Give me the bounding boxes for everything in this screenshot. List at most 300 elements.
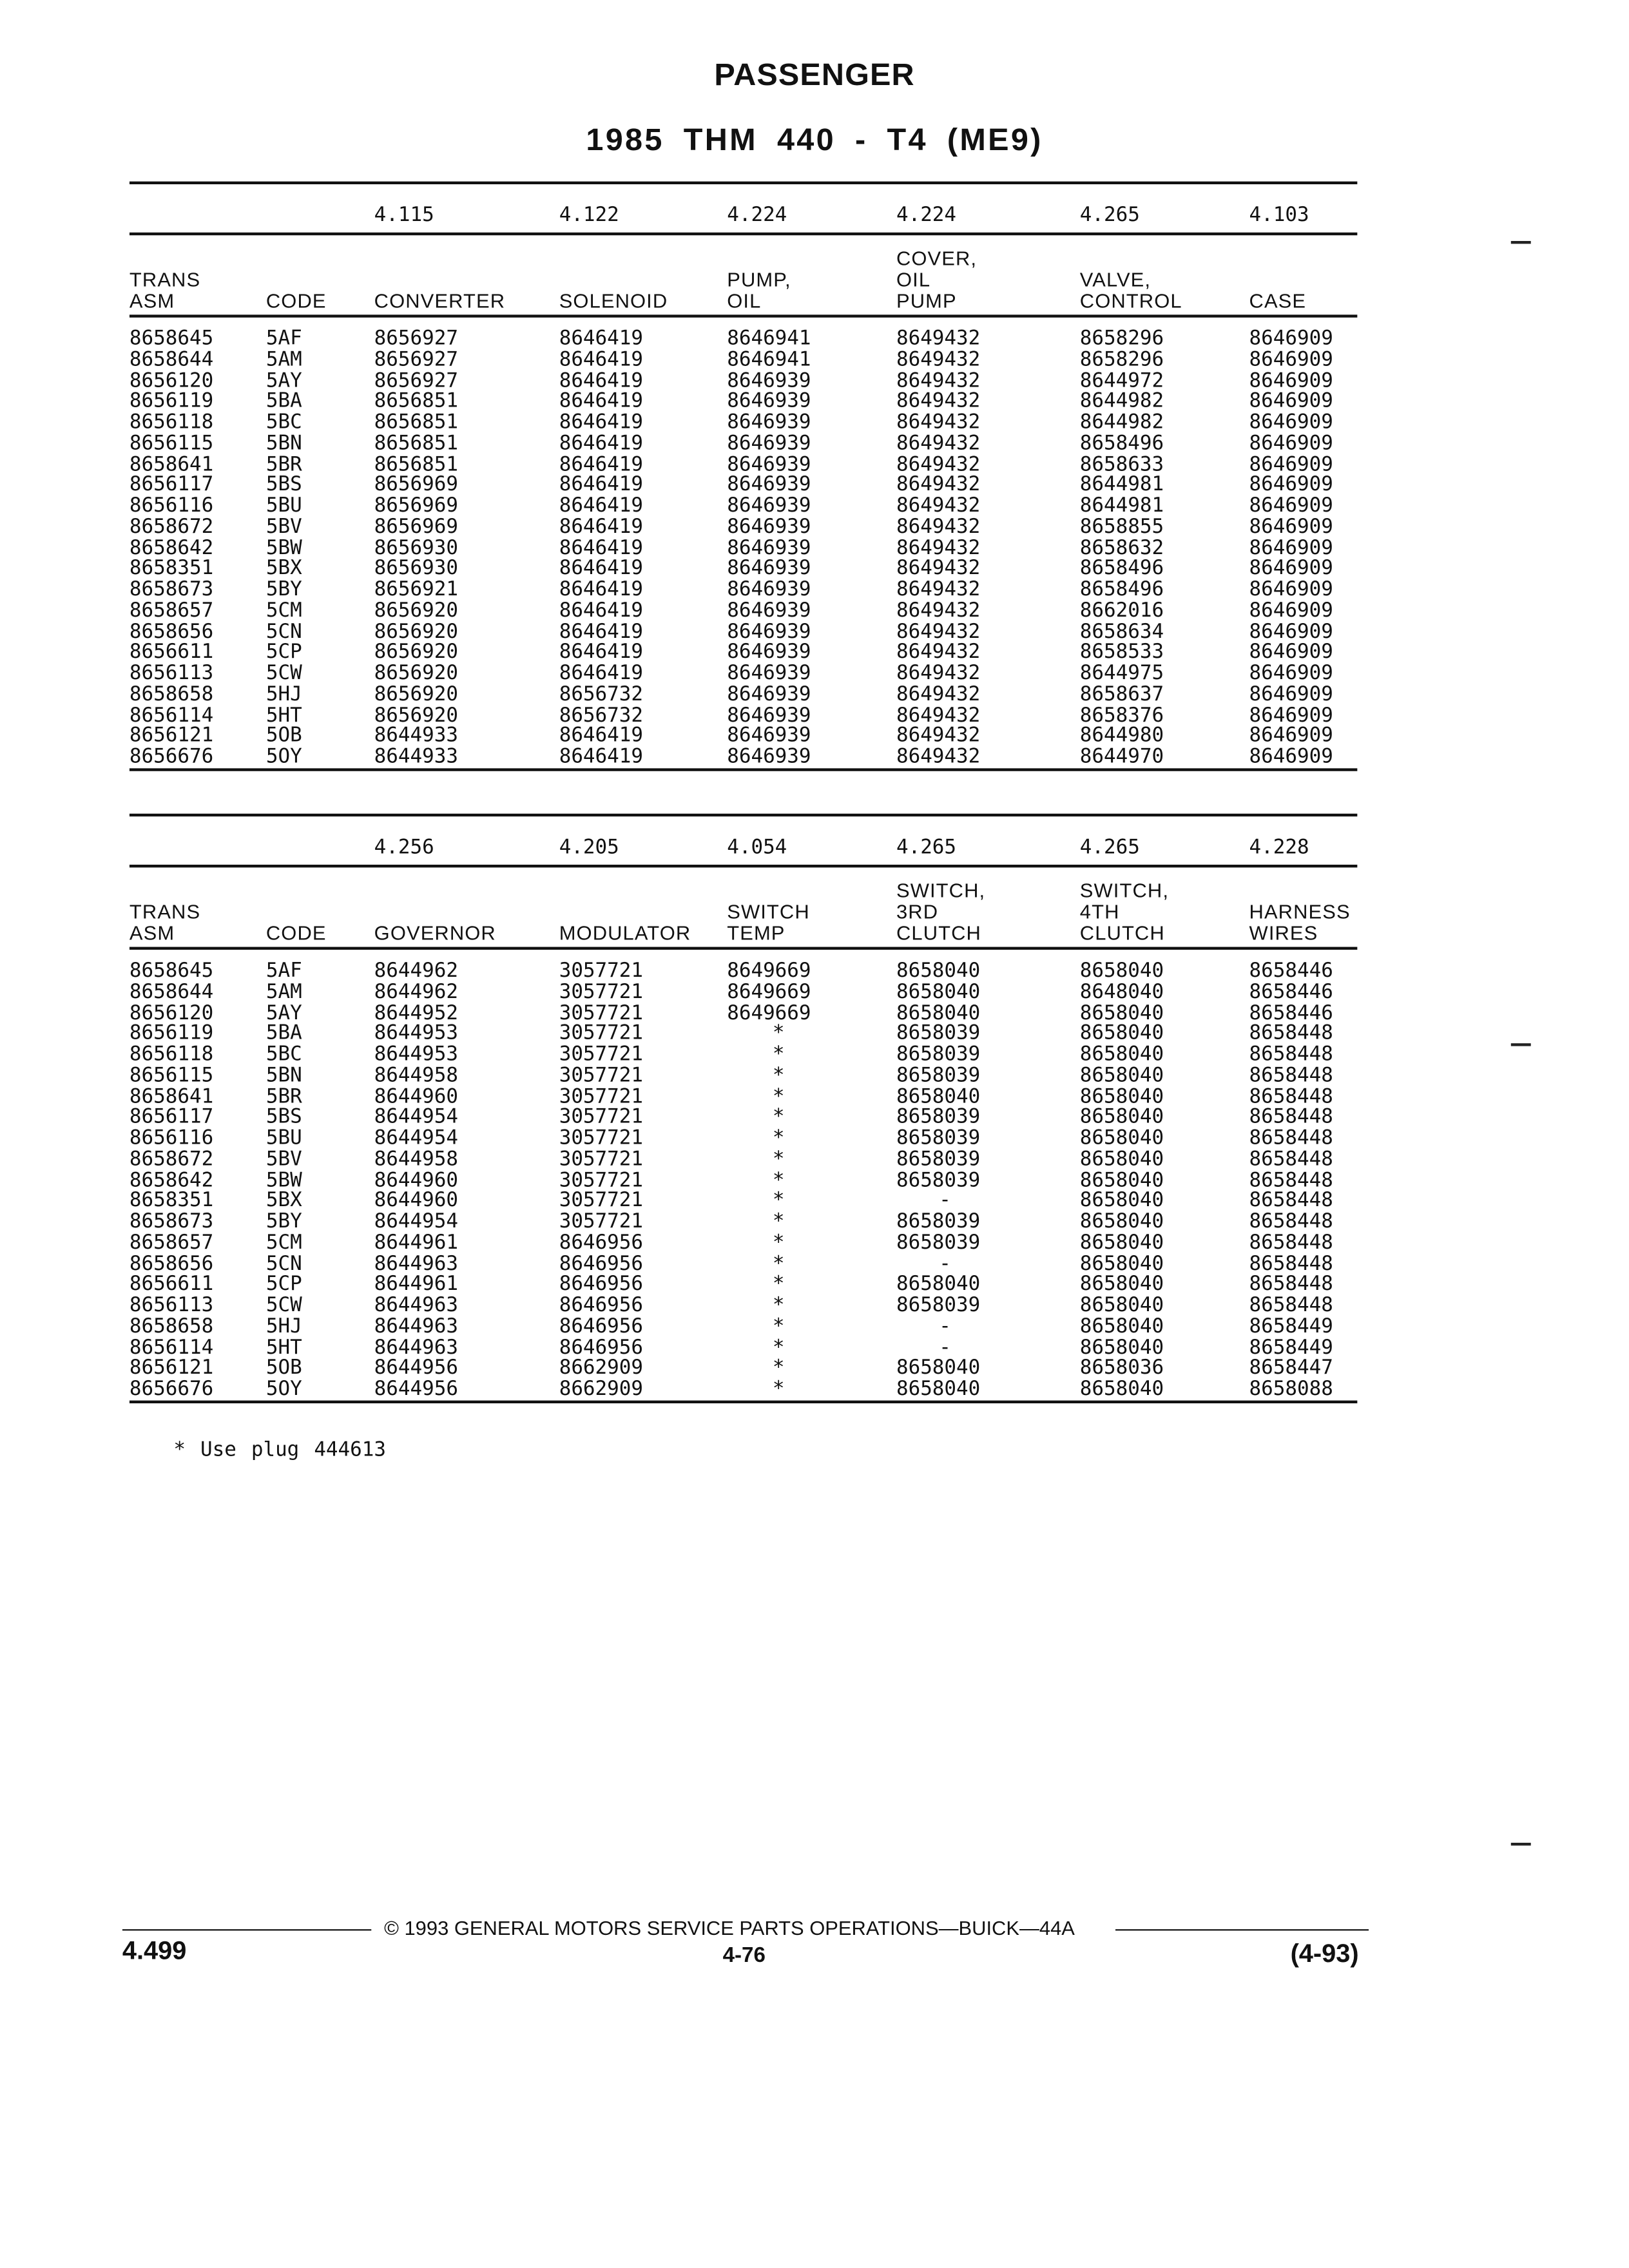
col-4-cell: 8646419	[559, 536, 644, 559]
col-5-cell: *	[772, 1148, 785, 1171]
col-6-cell: 8658039	[896, 1064, 981, 1087]
column-header: VALVE,	[1079, 267, 1152, 291]
col-6-cell: 8658040	[896, 1001, 981, 1024]
col-6-cell: 8649432	[896, 348, 981, 371]
column-header: TRANS	[129, 267, 201, 291]
col-8-cell: 8658448	[1249, 1127, 1333, 1150]
table-row	[130, 1358, 1357, 1379]
code-cell: 5AM	[265, 348, 302, 371]
col-8-cell: 8658448	[1249, 1148, 1333, 1171]
col-7-cell: 8658040	[1079, 1127, 1164, 1150]
col-4-cell: 8646419	[559, 494, 644, 517]
col-3-cell: 8656927	[374, 348, 458, 371]
col-4-cell: 3057721	[559, 1127, 644, 1150]
col-8-cell: 8658448	[1249, 1022, 1333, 1045]
code-cell: 5CP	[265, 640, 302, 664]
col-5-cell: 8646939	[727, 557, 811, 581]
trans-asm-cell: 8656115	[129, 1064, 214, 1087]
col-8-cell: 8646909	[1249, 599, 1333, 622]
col-5-cell: 8646939	[727, 474, 811, 497]
table-section-rule	[130, 865, 1357, 867]
margin-mark	[1511, 241, 1531, 244]
column-header: PUMP,	[727, 267, 791, 291]
table-row	[130, 1379, 1357, 1401]
parts-table-1	[130, 182, 1357, 777]
footer-copyright: © 1993 GENERAL MOTORS SERVICE PARTS OPERATIONS—BUICK—44A	[384, 1916, 1075, 1939]
col-8-cell: 8658448	[1249, 1085, 1333, 1108]
col-7-cell: 8658634	[1079, 620, 1164, 643]
col-6-cell: 8649432	[896, 494, 981, 517]
trans-asm-cell: 8658641	[129, 452, 214, 476]
col-5-cell: 8646939	[727, 745, 811, 769]
code-cell: 5HJ	[265, 682, 302, 706]
col-3-cell: 8644953	[374, 1022, 458, 1045]
trans-asm-cell: 8656115	[129, 432, 214, 455]
trans-asm-cell: 8658672	[129, 515, 214, 539]
col-7-cell: 8658040	[1079, 1022, 1164, 1045]
trans-asm-cell: 8658351	[129, 1189, 214, 1213]
col-3-cell: 8644954	[374, 1210, 458, 1233]
col-4-cell: 8646956	[559, 1231, 644, 1254]
col-6-cell: 8649432	[896, 640, 981, 664]
col-8-cell: 8646909	[1249, 662, 1333, 685]
col-7-cell: 8644970	[1079, 745, 1164, 769]
col-7-cell: 8644981	[1079, 494, 1164, 517]
col-7-cell: 8662016	[1079, 599, 1164, 622]
column-header: OIL	[896, 267, 931, 291]
trans-asm-cell: 8658658	[129, 1315, 214, 1338]
code-cell: 5BC	[265, 411, 302, 434]
section-number: 4.224	[896, 204, 957, 227]
trans-asm-cell: 8658656	[129, 620, 214, 643]
section-number: 4.265	[1079, 204, 1140, 227]
col-4-cell: 8656732	[559, 704, 644, 727]
col-6-cell: 8649432	[896, 515, 981, 539]
col-7-cell: 8658040	[1079, 1106, 1164, 1129]
section-number: 4.224	[727, 204, 787, 227]
col-3-cell: 8656851	[374, 390, 458, 413]
col-3-cell: 8656969	[374, 494, 458, 517]
col-3-cell: 8644963	[374, 1315, 458, 1338]
col-6-cell: 8658039	[896, 1106, 981, 1129]
col-4-cell: 8646419	[559, 620, 644, 643]
col-3-cell: 8644958	[374, 1148, 458, 1171]
col-5-cell: 8646939	[727, 390, 811, 413]
table-bottom-rule	[130, 768, 1357, 771]
col-6-cell: 8649432	[896, 390, 981, 413]
table-row	[130, 1066, 1357, 1087]
column-header: CASE	[1249, 289, 1307, 312]
col-3-cell: 8656920	[374, 599, 458, 622]
col-6-cell: -	[939, 1252, 951, 1275]
col-7-cell: 8658296	[1079, 348, 1164, 371]
col-4-cell: 8662909	[559, 1356, 644, 1380]
col-5-cell: 8646939	[727, 432, 811, 455]
col-7-cell: 8658040	[1079, 1168, 1164, 1192]
col-4-cell: 3057721	[559, 1148, 644, 1171]
code-cell: 5BU	[265, 1127, 302, 1150]
table-row	[130, 392, 1357, 413]
col-5-cell: 8646939	[727, 452, 811, 476]
col-4-cell: 8646419	[559, 390, 644, 413]
section-number: 4.054	[727, 836, 787, 860]
col-5-cell: 8649669	[727, 959, 811, 983]
code-cell: 5BS	[265, 474, 302, 497]
col-5-cell: 8646939	[727, 578, 811, 601]
code-cell: 5BS	[265, 1106, 302, 1129]
column-header: CLUTCH	[1079, 921, 1165, 945]
col-5-cell: 8646939	[727, 411, 811, 434]
col-4-cell: 3057721	[559, 1168, 644, 1192]
col-6-cell: 8658039	[896, 1127, 981, 1150]
col-4-cell: 8646419	[559, 578, 644, 601]
col-4-cell: 8646419	[559, 557, 644, 581]
col-5-cell: 8646939	[727, 704, 811, 727]
col-6-cell: 8649432	[896, 745, 981, 769]
col-7-cell: 8658855	[1079, 515, 1164, 539]
table-row	[130, 517, 1357, 538]
table-header-rule	[130, 314, 1357, 317]
col-4-cell: 8646419	[559, 662, 644, 685]
table-row	[130, 496, 1357, 517]
section-number: 4.265	[896, 836, 957, 860]
code-cell: 5BR	[265, 1085, 302, 1108]
trans-asm-cell: 8658657	[129, 599, 214, 622]
col-4-cell: 3057721	[559, 1064, 644, 1087]
col-8-cell: 8658448	[1249, 1273, 1333, 1296]
column-header: CONTROL	[1079, 289, 1182, 312]
col-4-cell: 8662909	[559, 1378, 644, 1401]
col-5-cell: 8646939	[727, 724, 811, 747]
table-row	[130, 329, 1357, 350]
col-3-cell: 8656927	[374, 369, 458, 392]
trans-asm-cell: 8656119	[129, 390, 214, 413]
col-8-cell: 8646909	[1249, 390, 1333, 413]
col-8-cell: 8658448	[1249, 1064, 1333, 1087]
col-4-cell: 3057721	[559, 1022, 644, 1045]
col-5-cell: 8649669	[727, 980, 811, 1004]
col-5-cell: *	[772, 1064, 785, 1087]
column-header: CODE	[265, 289, 327, 312]
code-cell: 5BN	[265, 432, 302, 455]
col-4-cell: 8646956	[559, 1273, 644, 1296]
col-8-cell: 8658446	[1249, 959, 1333, 983]
col-5-cell: 8646939	[727, 369, 811, 392]
table-row	[130, 664, 1357, 685]
column-header: SWITCH	[727, 900, 810, 923]
col-6-cell: 8649432	[896, 327, 981, 351]
trans-asm-cell: 8658645	[129, 959, 214, 983]
col-6-cell: 8658040	[896, 959, 981, 983]
col-4-cell: 8646419	[559, 745, 644, 769]
col-8-cell: 8646909	[1249, 536, 1333, 559]
table-section-rule	[130, 233, 1357, 235]
col-7-cell: 8658040	[1079, 1043, 1164, 1066]
trans-asm-cell: 8656121	[129, 724, 214, 747]
section-number: 4.228	[1249, 836, 1309, 860]
code-cell: 5AF	[265, 959, 302, 983]
table-row	[130, 476, 1357, 497]
col-6-cell: 8658039	[896, 1148, 981, 1171]
col-8-cell: 8646909	[1249, 724, 1333, 747]
col-4-cell: 8646956	[559, 1294, 644, 1317]
section-number: 4.205	[559, 836, 619, 860]
table-row	[130, 1128, 1357, 1149]
col-8-cell: 8658448	[1249, 1106, 1333, 1129]
column-header: ASM	[129, 289, 175, 312]
trans-asm-cell: 8656113	[129, 1294, 214, 1317]
table-row	[130, 559, 1357, 580]
table-row	[130, 1316, 1357, 1338]
col-6-cell: 8658039	[896, 1210, 981, 1233]
col-3-cell: 8644956	[374, 1378, 458, 1401]
table-row	[130, 1149, 1357, 1171]
col-7-cell: 8644982	[1079, 411, 1164, 434]
col-3-cell: 8644961	[374, 1273, 458, 1296]
trans-asm-cell: 8658657	[129, 1231, 214, 1254]
code-cell: 5AF	[265, 327, 302, 351]
column-header: CONVERTER	[374, 289, 506, 312]
table-row	[130, 747, 1357, 768]
footer-page-number: 4-76	[722, 1943, 766, 1968]
trans-asm-cell: 8656611	[129, 1273, 214, 1296]
trans-asm-cell: 8658656	[129, 1252, 214, 1275]
col-6-cell: 8649432	[896, 662, 981, 685]
col-4-cell: 8646419	[559, 411, 644, 434]
col-8-cell: 8646909	[1249, 557, 1333, 581]
column-header: TEMP	[727, 921, 786, 945]
table-row	[130, 580, 1357, 601]
col-5-cell: *	[772, 1336, 785, 1359]
col-4-cell: 8646956	[559, 1252, 644, 1275]
table-row	[130, 622, 1357, 643]
col-5-cell: *	[772, 1043, 785, 1066]
code-cell: 5BX	[265, 557, 302, 581]
col-3-cell: 8656920	[374, 640, 458, 664]
col-6-cell: 8649432	[896, 432, 981, 455]
col-3-cell: 8656851	[374, 432, 458, 455]
col-7-cell: 8658036	[1079, 1356, 1164, 1380]
col-6-cell: 8649432	[896, 411, 981, 434]
col-6-cell: 8658040	[896, 1085, 981, 1108]
trans-asm-cell: 8656676	[129, 745, 214, 769]
col-3-cell: 8656851	[374, 452, 458, 476]
col-3-cell: 8656920	[374, 620, 458, 643]
trans-asm-cell: 8658673	[129, 1210, 214, 1233]
col-5-cell: 8646939	[727, 662, 811, 685]
trans-asm-cell: 8658644	[129, 980, 214, 1004]
col-3-cell: 8644954	[374, 1106, 458, 1129]
col-3-cell: 8644962	[374, 980, 458, 1004]
col-8-cell: 8658448	[1249, 1252, 1333, 1275]
table-row	[130, 726, 1357, 747]
col-4-cell: 8646419	[559, 432, 644, 455]
column-header: 3RD	[896, 900, 939, 923]
col-5-cell: *	[772, 1356, 785, 1380]
col-5-cell: 8646941	[727, 348, 811, 371]
code-cell: 5AM	[265, 980, 302, 1004]
trans-asm-cell: 8658644	[129, 348, 214, 371]
col-8-cell: 8646909	[1249, 411, 1333, 434]
col-3-cell: 8656920	[374, 704, 458, 727]
col-5-cell: *	[772, 1231, 785, 1254]
col-5-cell: 8646939	[727, 620, 811, 643]
trans-asm-cell: 8656114	[129, 1336, 214, 1359]
table-row	[130, 1233, 1357, 1254]
col-6-cell: 8658039	[896, 1022, 981, 1045]
column-header: OIL	[727, 289, 762, 312]
code-cell: 5CM	[265, 599, 302, 622]
trans-asm-cell: 8656120	[129, 369, 214, 392]
col-3-cell: 8644956	[374, 1356, 458, 1380]
col-6-cell: 8649432	[896, 474, 981, 497]
col-4-cell: 3057721	[559, 1210, 644, 1233]
code-cell: 5CN	[265, 620, 302, 643]
trans-asm-cell: 8658642	[129, 1168, 214, 1192]
trans-asm-cell: 8656121	[129, 1356, 214, 1380]
column-header: MODULATOR	[559, 921, 691, 945]
footer-left-code: 4.499	[122, 1936, 187, 1965]
col-7-cell: 8658040	[1079, 1085, 1164, 1108]
code-cell: 5OB	[265, 1356, 302, 1380]
table-row	[130, 642, 1357, 664]
col-6-cell: 8658039	[896, 1043, 981, 1066]
table-row	[130, 706, 1357, 727]
col-7-cell: 8658040	[1079, 1273, 1164, 1296]
table-row	[130, 412, 1357, 434]
code-cell: 5CM	[265, 1231, 302, 1254]
col-5-cell: *	[772, 1022, 785, 1045]
col-5-cell: 8646939	[727, 494, 811, 517]
col-3-cell: 8656920	[374, 682, 458, 706]
col-4-cell: 8646419	[559, 474, 644, 497]
table-row	[130, 350, 1357, 371]
col-8-cell: 8658446	[1249, 980, 1333, 1004]
col-5-cell: *	[772, 1378, 785, 1401]
col-6-cell: 8649432	[896, 369, 981, 392]
col-8-cell: 8646909	[1249, 327, 1333, 351]
col-8-cell: 8646909	[1249, 620, 1333, 643]
code-cell: 5CW	[265, 662, 302, 685]
table-row	[130, 1086, 1357, 1108]
code-cell: 5BV	[265, 515, 302, 539]
col-4-cell: 8646419	[559, 348, 644, 371]
col-7-cell: 8658040	[1079, 959, 1164, 983]
col-7-cell: 8658376	[1079, 704, 1164, 727]
trans-asm-cell: 8658672	[129, 1148, 214, 1171]
col-7-cell: 8658496	[1079, 432, 1164, 455]
trans-asm-cell: 8656116	[129, 494, 214, 517]
table-row	[130, 1170, 1357, 1191]
code-cell: 5CW	[265, 1294, 302, 1317]
parts-table-2	[130, 814, 1357, 1409]
col-8-cell: 8658448	[1249, 1043, 1333, 1066]
col-5-cell: *	[772, 1168, 785, 1192]
col-6-cell: 8649432	[896, 724, 981, 747]
col-8-cell: 8646909	[1249, 432, 1333, 455]
col-7-cell: 8658040	[1079, 1064, 1164, 1087]
col-5-cell: *	[772, 1189, 785, 1213]
code-cell: 5BV	[265, 1148, 302, 1171]
column-header: GOVERNOR	[374, 921, 496, 945]
code-cell: 5BX	[265, 1189, 302, 1213]
col-4-cell: 8646956	[559, 1336, 644, 1359]
code-cell: 5HT	[265, 1336, 302, 1359]
col-4-cell: 3057721	[559, 1189, 644, 1213]
table-row	[130, 1296, 1357, 1317]
table-top-rule	[130, 814, 1357, 816]
section-number: 4.103	[1249, 204, 1309, 227]
col-3-cell: 8656921	[374, 578, 458, 601]
column-header: SOLENOID	[559, 289, 668, 312]
col-6-cell: 8649432	[896, 578, 981, 601]
section-number: 4.115	[374, 204, 434, 227]
col-8-cell: 8646909	[1249, 494, 1333, 517]
col-4-cell: 8646419	[559, 724, 644, 747]
col-8-cell: 8658448	[1249, 1210, 1333, 1233]
footer-rule-left	[122, 1929, 371, 1930]
col-6-cell: 8658040	[896, 1378, 981, 1401]
col-7-cell: 8644980	[1079, 724, 1164, 747]
col-3-cell: 8644963	[374, 1252, 458, 1275]
col-4-cell: 3057721	[559, 1106, 644, 1129]
trans-asm-cell: 8658642	[129, 536, 214, 559]
table-row	[130, 454, 1357, 476]
column-header: SWITCH,	[1079, 879, 1170, 902]
col-5-cell: 8646939	[727, 682, 811, 706]
col-7-cell: 8658533	[1079, 640, 1164, 664]
column-header: WIRES	[1249, 921, 1318, 945]
table-row	[130, 601, 1357, 622]
column-header: PUMP	[896, 289, 957, 312]
table-header-rule	[130, 947, 1357, 950]
code-cell: 5OY	[265, 1378, 302, 1401]
col-5-cell: *	[772, 1273, 785, 1296]
col-7-cell: 8658637	[1079, 682, 1164, 706]
col-8-cell: 8658448	[1249, 1231, 1333, 1254]
table-row	[130, 684, 1357, 706]
col-5-cell: *	[772, 1127, 785, 1150]
col-6-cell: -	[939, 1189, 951, 1213]
col-3-cell: 8644952	[374, 1001, 458, 1024]
code-cell: 5AY	[265, 369, 302, 392]
col-7-cell: 8658496	[1079, 557, 1164, 581]
table-row	[130, 434, 1357, 455]
col-8-cell: 8658447	[1249, 1356, 1333, 1380]
col-3-cell: 8644960	[374, 1168, 458, 1192]
col-5-cell: 8646939	[727, 515, 811, 539]
col-7-cell: 8658040	[1079, 1378, 1164, 1401]
trans-asm-cell: 8656611	[129, 640, 214, 664]
column-header: TRANS	[129, 900, 201, 923]
trans-asm-cell: 8658645	[129, 327, 214, 351]
col-4-cell: 8646419	[559, 452, 644, 476]
code-cell: 5BA	[265, 390, 302, 413]
col-6-cell: 8658040	[896, 980, 981, 1004]
col-8-cell: 8646909	[1249, 369, 1333, 392]
col-4-cell: 8646419	[559, 640, 644, 664]
table-row	[130, 1044, 1357, 1066]
code-cell: 5BR	[265, 452, 302, 476]
col-6-cell: 8658040	[896, 1273, 981, 1296]
col-5-cell: *	[772, 1106, 785, 1129]
table-row	[130, 1108, 1357, 1129]
column-header: SWITCH,	[896, 879, 986, 902]
code-cell: 5CN	[265, 1252, 302, 1275]
col-8-cell: 8658088	[1249, 1378, 1333, 1401]
col-5-cell: *	[772, 1294, 785, 1317]
col-3-cell: 8644960	[374, 1189, 458, 1213]
